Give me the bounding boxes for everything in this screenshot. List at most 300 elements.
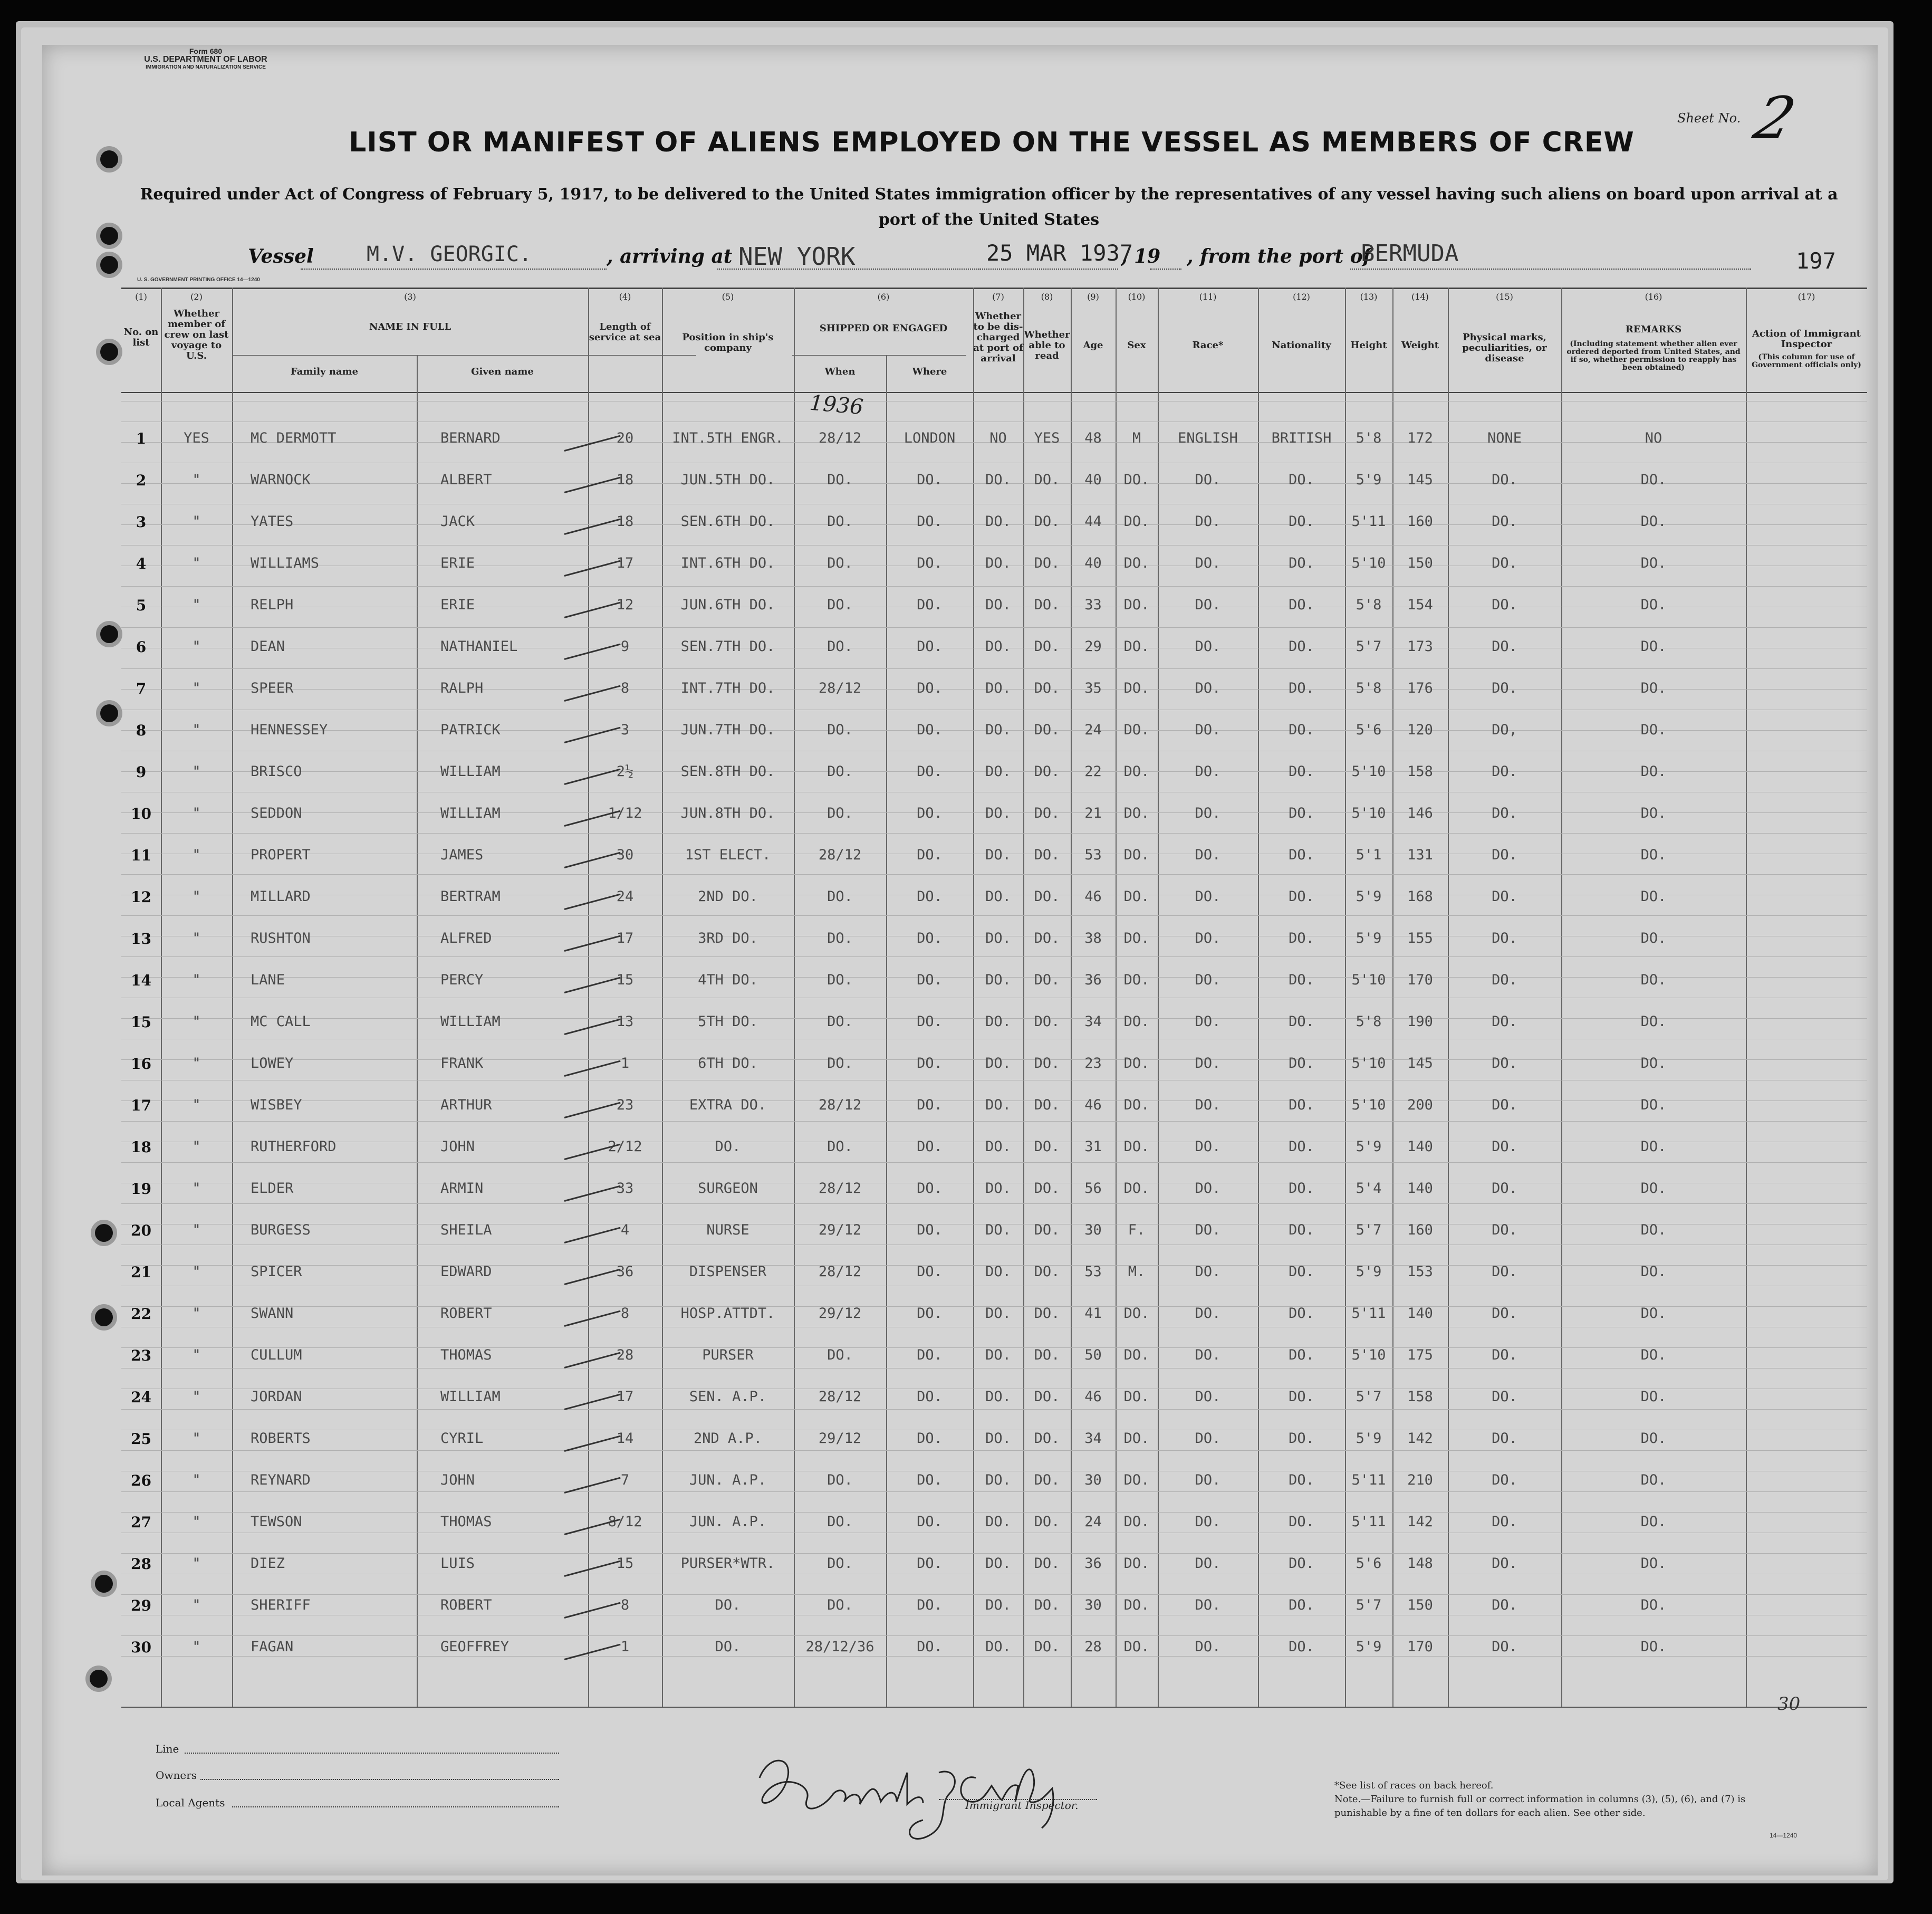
cell-weight: 142 [1407,1430,1433,1447]
cell-remarks: DO. [1640,1013,1667,1030]
cell-position: EXTRA DO. [689,1097,767,1113]
cell-given: PATRICK [440,722,501,738]
cell-sex: DO. [1123,1389,1150,1405]
cell-member: " [192,1138,201,1155]
cell-length: 2/12 [608,1138,642,1155]
cell-race: DO. [1195,1389,1221,1405]
cell-read: DO. [1034,1013,1060,1030]
cell-when: DO. [827,888,853,905]
cell-where: DO. [917,1013,943,1030]
cell-given: BERNARD [440,430,501,446]
cell-physical: DO. [1492,1430,1517,1447]
cell-weight: 145 [1407,472,1433,488]
cell-sex: F. [1128,1222,1146,1238]
cell-where: DO. [917,1305,943,1322]
cell-remarks: DO. [1640,1472,1667,1488]
cell-family: CULLUM [251,1347,302,1363]
cell-discharged: DO. [985,597,1011,613]
cell-remarks: DO. [1640,888,1667,905]
cell-remarks: DO. [1640,1097,1667,1113]
cell-given: THOMAS [440,1347,492,1363]
header-nationality: Nationality [1272,340,1331,351]
cell-read: DO. [1034,513,1060,530]
cell-remarks: DO. [1640,1138,1667,1155]
cell-no: 25 [131,1430,151,1448]
cell-family: YATES [251,513,294,530]
cell-no: 1 [136,430,147,447]
cell-given: ERIE [440,555,475,571]
cell-length: 30 [616,847,634,863]
cell-age: 33 [1084,597,1102,613]
sheet-label: Sheet No. [1677,111,1741,126]
cell-weight: 210 [1407,1472,1433,1488]
cell-member: " [192,1013,201,1030]
cell-race: DO. [1195,847,1221,863]
cell-remarks: DO. [1640,1389,1667,1405]
cell-position: DO. [715,1639,741,1655]
cell-where: DO. [917,1347,943,1363]
cell-position: SURGEON [698,1180,758,1197]
cell-member: " [192,1305,201,1322]
cell-physical: DO. [1492,1389,1517,1405]
cell-race: ENGLISH [1178,430,1238,446]
cell-when: 28/12 [818,1097,862,1113]
cell-family: RUSHTON [251,930,311,946]
cell-family: REYNARD [251,1472,311,1488]
cell-where: DO. [917,1639,943,1655]
cell-member: " [192,1222,201,1238]
cell-nationality: DO. [1289,1222,1314,1238]
inspector-label: Immigrant Inspector. [965,1799,1079,1812]
handwritten-year: 1936 [809,390,864,420]
cell-height: 5'9 [1356,472,1382,488]
cell-age: 46 [1084,1097,1102,1113]
cell-remarks: DO. [1640,1305,1667,1322]
cell-when: 28/12 [818,847,862,863]
cell-no: 9 [136,763,147,781]
punch-hole [100,625,118,643]
cell-family: RUTHERFORD [251,1138,337,1155]
cell-height: 5'10 [1351,805,1386,821]
header-family-name: Family name [290,366,359,377]
cell-height: 5'7 [1356,638,1382,655]
cell-position: 6TH DO. [698,1055,758,1071]
cell-age: 36 [1084,1555,1102,1572]
cell-height: 5'10 [1351,763,1386,780]
cell-nationality: DO. [1289,638,1314,655]
cell-discharged: DO. [985,1222,1011,1238]
cell-nationality: DO. [1289,597,1314,613]
cell-weight: 172 [1407,430,1433,446]
cell-discharged: DO. [985,1639,1011,1655]
header-sex: Sex [1127,340,1146,351]
cell-physical: DO. [1492,1013,1517,1030]
cell-discharged: DO. [985,763,1011,780]
table-row [121,1514,1867,1545]
cell-sex: DO. [1123,1472,1150,1488]
cell-read: DO. [1034,1639,1060,1655]
cell-discharged: DO. [985,805,1011,821]
cell-where: DO. [917,930,943,946]
cell-member: " [192,680,201,696]
cell-age: 30 [1084,1222,1102,1238]
cell-given: LUIS [440,1555,475,1572]
cell-height: 5'9 [1356,1138,1382,1155]
cell-where: DO. [917,763,943,780]
cell-length: 33 [616,1180,634,1197]
cell-remarks: DO. [1640,555,1667,571]
cell-height: 5'10 [1351,555,1386,571]
table-row [121,888,1867,920]
column-number: (11) [1199,292,1217,302]
cell-age: 38 [1084,930,1102,946]
table-row [121,1180,1867,1212]
cell-discharged: DO. [985,1555,1011,1572]
cell-remarks: DO. [1640,1055,1667,1071]
cell-sex: DO. [1123,472,1150,488]
cell-no: 23 [131,1347,151,1364]
cell-race: DO. [1195,1138,1221,1155]
header-name-in-full: NAME IN FULL [369,321,451,332]
cell-physical: NONE [1487,430,1522,446]
header-remarks-note: (Including statement whether alien ever ordered deported from United States, and if so, whether permission to reapply has been obtained) [1566,340,1741,372]
cell-remarks: DO. [1640,1597,1667,1613]
cell-position: JUN. A.P. [689,1514,767,1530]
column-number: (4) [619,292,631,302]
cell-physical: DO. [1492,1138,1517,1155]
cell-family: SPEER [251,680,294,696]
cell-length: 2½ [616,763,634,780]
cell-weight: 154 [1407,597,1433,613]
cell-physical: DO. [1492,763,1517,780]
line-label: Line [156,1743,179,1755]
cell-race: DO. [1195,1430,1221,1447]
margin-mark: 30 [1777,1693,1801,1715]
cell-height: 5'9 [1356,1264,1382,1280]
cell-nationality: DO. [1289,763,1314,780]
cell-when: DO. [827,1055,853,1071]
cell-member: " [192,805,201,821]
cell-race: DO. [1195,1555,1221,1572]
cell-weight: 155 [1407,930,1433,946]
cell-nationality: BRITISH [1271,430,1332,446]
cell-age: 56 [1084,1180,1102,1197]
cell-family: MILLARD [251,888,311,905]
cell-member: " [192,1555,201,1572]
column-number: (7) [992,292,1004,302]
cell-where: DO. [917,1264,943,1280]
cell-length: 23 [616,1097,634,1113]
cell-when: DO. [827,722,853,738]
cell-no: 26 [131,1472,151,1489]
vessel-name: M.V. GEORGIC. [367,242,532,266]
cell-physical: DO. [1492,1555,1517,1572]
cell-age: 46 [1084,888,1102,905]
cell-position: NURSE [706,1222,749,1238]
cell-no: 15 [131,1013,151,1031]
table-row [121,555,1867,587]
cell-weight: 176 [1407,680,1433,696]
punch-hole [100,343,118,361]
cell-no: 16 [131,1055,151,1073]
cell-remarks: DO. [1640,805,1667,821]
column-number: (2) [190,292,203,302]
cell-family: ELDER [251,1180,294,1197]
cell-where: DO. [917,847,943,863]
cell-weight: 150 [1407,555,1433,571]
header-action: Action of Immigrant Inspector [1752,328,1861,350]
cell-position: 4TH DO. [698,972,758,988]
cell-nationality: DO. [1289,1013,1314,1030]
cell-read: DO. [1034,1222,1060,1238]
cell-age: 31 [1084,1138,1102,1155]
cell-read: DO. [1034,680,1060,696]
column-number: (9) [1087,292,1099,302]
cell-sex: DO. [1123,680,1150,696]
cell-height: 5'1 [1356,847,1382,863]
column-number: (6) [877,292,890,302]
cell-remarks: DO. [1640,722,1667,738]
cell-given: PERCY [440,972,484,988]
cell-length: 17 [616,1389,634,1405]
cell-physical: DO. [1492,638,1517,655]
cell-nationality: DO. [1289,1555,1314,1572]
cell-height: 5'11 [1351,1305,1386,1322]
cell-discharged: DO. [985,1472,1011,1488]
cell-given: WILLIAM [440,805,501,821]
cell-position: INT.7TH DO. [680,680,775,696]
cell-read: DO. [1034,972,1060,988]
cell-read: DO. [1034,1097,1060,1113]
cell-physical: DO. [1492,555,1517,571]
cell-nationality: DO. [1289,1097,1314,1113]
cell-family: DIEZ [251,1555,285,1572]
cell-position: JUN.7TH DO. [680,722,775,738]
cell-race: DO. [1195,972,1221,988]
cell-discharged: DO. [985,1055,1011,1071]
cell-no: 14 [131,972,151,989]
cell-remarks: DO. [1640,1430,1667,1447]
cell-given: EDWARD [440,1264,492,1280]
cell-position: DISPENSER [689,1264,767,1280]
cell-length: 17 [616,930,634,946]
cell-height: 5'11 [1351,1514,1386,1530]
cell-member: " [192,722,201,738]
cell-nationality: DO. [1289,722,1314,738]
cell-when: DO. [827,805,853,821]
cell-sex: DO. [1123,1305,1150,1322]
cell-weight: 148 [1407,1555,1433,1572]
cell-nationality: DO. [1289,888,1314,905]
cell-age: 34 [1084,1430,1102,1447]
cell-no: 11 [131,847,151,864]
cell-height: 5'10 [1351,1097,1386,1113]
cell-position: INT.6TH DO. [680,555,775,571]
cell-where: DO. [917,1389,943,1405]
cell-discharged: DO. [985,930,1011,946]
cell-when: DO. [827,638,853,655]
punch-hole [95,1575,113,1593]
cell-age: 34 [1084,1013,1102,1030]
header-able-to-read: Whether able to read [1024,329,1070,361]
cell-discharged: DO. [985,972,1011,988]
cell-member: " [192,1347,201,1363]
cell-race: DO. [1195,1222,1221,1238]
table-row [121,430,1867,462]
cell-family: WARNOCK [251,472,311,488]
cell-discharged: DO. [985,1305,1011,1322]
cell-no: 8 [136,722,147,739]
cell-remarks: DO. [1640,1222,1667,1238]
cell-remarks: DO. [1640,930,1667,946]
table-row [121,1055,1867,1087]
cell-given: JAMES [440,847,484,863]
cell-where: DO. [917,638,943,655]
cell-given: WILLIAM [440,1389,501,1405]
cell-age: 21 [1084,805,1102,821]
header-no-on-list: No. on list [123,327,159,348]
cell-member: " [192,638,201,655]
cell-family: SHERIFF [251,1597,311,1613]
owners-label: Owners [156,1769,197,1782]
cell-physical: DO. [1492,972,1517,988]
table-row [121,722,1867,753]
cell-length: 28 [616,1347,634,1363]
header-race: Race* [1192,340,1224,351]
cell-length: 12 [616,597,634,613]
cell-read: DO. [1034,1389,1060,1405]
cell-remarks: DO. [1640,1264,1667,1280]
cell-length: 4 [620,1222,630,1238]
cell-race: DO. [1195,680,1221,696]
table-row [121,763,1867,795]
cell-given: JOHN [440,1472,475,1488]
cell-sex: DO. [1123,930,1150,946]
table-row [121,930,1867,962]
cell-family: SWANN [251,1305,294,1322]
cell-position: SEN.7TH DO. [680,638,775,655]
cell-where: LONDON [903,430,956,446]
cell-no: 19 [131,1180,151,1198]
cell-nationality: DO. [1289,1305,1314,1322]
cell-no: 28 [131,1555,151,1573]
cell-age: 48 [1084,430,1102,446]
cell-family: LANE [251,972,285,988]
cell-family: DEAN [251,638,285,655]
year-label: , 19 [1121,245,1161,267]
cell-member: " [192,888,201,905]
header-member-last-voyage: Whether member of crew on last voyage to U.S. [164,308,229,361]
cell-nationality: DO. [1289,972,1314,988]
cell-given: SHEILA [440,1222,492,1238]
cell-sex: DO. [1123,513,1150,530]
cell-race: DO. [1195,472,1221,488]
cell-position: 2ND DO. [698,888,758,905]
cell-no: 30 [131,1639,151,1656]
cell-age: 23 [1084,1055,1102,1071]
form-number: Form 680 [189,47,223,55]
cell-position: PURSER [702,1347,754,1363]
column-number: (8) [1041,292,1053,302]
cell-when: 28/12 [818,1389,862,1405]
cell-given: BERTRAM [440,888,501,905]
cell-where: DO. [917,1222,943,1238]
cell-position: 1ST ELECT. [685,847,771,863]
cell-no: 27 [131,1514,151,1531]
table-row [121,472,1867,503]
cell-when: DO. [827,1013,853,1030]
table-row [121,1472,1867,1504]
cell-race: DO. [1195,1305,1221,1322]
cell-no: 5 [136,597,147,614]
cell-height: 5'10 [1351,1055,1386,1071]
cell-height: 5'4 [1356,1180,1382,1197]
cell-read: DO. [1034,555,1060,571]
cell-remarks: DO. [1640,972,1667,988]
table-row [121,1639,1867,1670]
cell-remarks: DO. [1640,1514,1667,1530]
cell-physical: DO. [1492,1222,1517,1238]
cell-where: DO. [917,1514,943,1530]
stamp-number: 197 [1796,248,1836,274]
cell-given: FRANK [440,1055,484,1071]
cell-nationality: DO. [1289,1597,1314,1613]
cell-physical: DO. [1492,1514,1517,1530]
cell-when: DO. [827,763,853,780]
arriving-label: , arriving at [607,245,733,267]
cell-member: " [192,1597,201,1613]
table-row [121,638,1867,670]
cell-length: 15 [616,972,634,988]
column-number: (5) [722,292,734,302]
cell-where: DO. [917,1097,943,1113]
cell-member: " [192,1055,201,1071]
cell-age: 35 [1084,680,1102,696]
cell-nationality: DO. [1289,930,1314,946]
cell-remarks: DO. [1640,1180,1667,1197]
sheet-number: 2 [1747,84,1803,152]
cell-age: 30 [1084,1597,1102,1613]
cell-physical: DO. [1492,680,1517,696]
punch-hole [100,704,118,722]
cell-weight: 140 [1407,1180,1433,1197]
cell-given: JACK [440,513,475,530]
cell-discharged: DO. [985,1597,1011,1613]
cell-nationality: DO. [1289,847,1314,863]
cell-family: WISBEY [251,1097,302,1113]
cell-race: DO. [1195,1472,1221,1488]
cell-discharged: DO. [985,680,1011,696]
cell-member: " [192,513,201,530]
cell-given: ARMIN [440,1180,484,1197]
cell-family: TEWSON [251,1514,302,1530]
vessel-label: Vessel [248,245,314,267]
cell-weight: 150 [1407,1597,1433,1613]
cell-member: " [192,847,201,863]
cell-read: DO. [1034,1430,1060,1447]
cell-sex: DO. [1123,1555,1150,1572]
cell-sex: M. [1128,1264,1146,1280]
cell-where: DO. [917,597,943,613]
cell-where: DO. [917,513,943,530]
cell-physical: DO. [1492,1055,1517,1071]
cell-remarks: DO. [1640,680,1667,696]
cell-length: 18 [616,472,634,488]
cell-nationality: DO. [1289,1055,1314,1071]
table-row [121,1597,1867,1629]
cell-physical: DO. [1492,1597,1517,1613]
cell-physical: DO. [1492,847,1517,863]
